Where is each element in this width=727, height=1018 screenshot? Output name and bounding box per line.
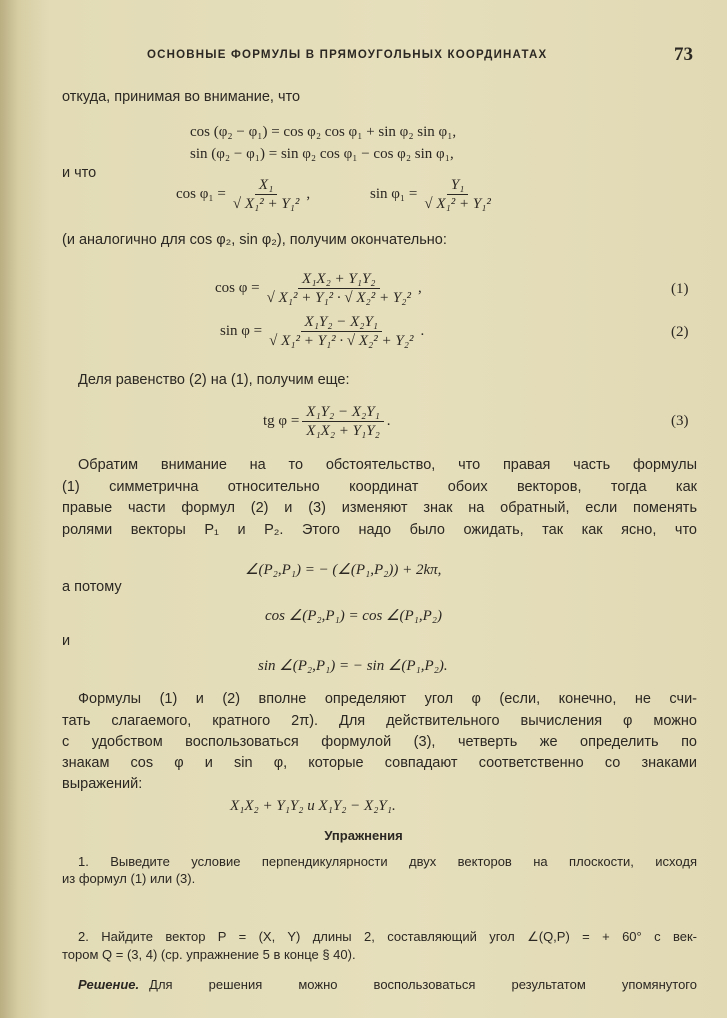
paragraph-line: (1) симметрична относительно координат обоих векторов, тогда как: [62, 479, 697, 495]
numerator: Y₁: [447, 176, 469, 195]
formula-number-1: (1): [671, 281, 689, 297]
paragraph: откуда, принимая во внимание, что: [62, 89, 301, 105]
paragraph-line: тать слагаемого, кратного 2π). Для действительного вычисления φ можно: [62, 713, 697, 729]
denominator: √ X₁² + Y₁²: [424, 196, 491, 212]
paragraph: а потому: [62, 579, 122, 595]
paragraph-line: выражений:: [62, 776, 143, 792]
formula-cos-phi1: [176, 176, 310, 213]
numerator: X₁X₂ + Y₁Y₂: [298, 270, 380, 289]
numerator: X₁Y₂ − X₂Y₁: [302, 403, 384, 422]
solution-text: Для решения можно воспользоваться результатом упомянутого: [149, 977, 697, 992]
solution-line: [78, 976, 697, 994]
paragraph: Деля равенство (2) на (1), получим еще:: [78, 372, 350, 388]
formula-lhs: sin φ =: [220, 323, 263, 339]
running-title: ОСНОВНЫЕ ФОРМУЛЫ В ПРЯМОУГОЛЬНЫХ КООРДИНАТАХ: [147, 49, 548, 61]
formula-lhs: sin φ₁ =: [370, 186, 418, 202]
formula-sin-angle: sin ∠(P₂,P₁) = − sin ∠(P₁,P₂).: [258, 658, 448, 674]
paragraph-line: с удобством воспользоваться формулой (3), четверть же определить по: [62, 734, 697, 750]
punct: ,: [417, 280, 422, 296]
punct: .: [420, 323, 425, 339]
punct: .: [386, 413, 391, 429]
section-title-exercises: Упражнения: [324, 828, 403, 843]
formula-1: [215, 270, 422, 307]
denominator: √ X₁² + Y₁²: [232, 196, 300, 212]
paragraph-line: ролями векторы P₁ и P₂. Этого надо было ожидать, так как ясно, что: [62, 522, 697, 538]
paragraph: (и аналогично для cos φ₂, sin φ₂), получим окончательно:: [62, 232, 447, 248]
formula-sin-difference: sin (φ₂ − φ₁) = sin φ₂ cos φ₁ − cos φ₂ sin φ₁,: [190, 146, 454, 162]
denominator: √ X₁² + Y₁² · √ X₂² + Y₂²: [269, 333, 414, 349]
formula-angle-antisymmetry: ∠(P₂,P₁) = − (∠(P₁,P₂)) + 2kπ,: [245, 562, 442, 578]
paragraph-line: Формулы (1) и (2) вполне определяют угол φ (если, конечно, не счи-: [78, 691, 697, 707]
formula-2: [220, 313, 424, 350]
punct: ,: [306, 186, 311, 202]
formula-cos-angle: cos ∠(P₂,P₁) = cos ∠(P₁,P₂): [265, 608, 442, 624]
formula-number-3: (3): [671, 413, 689, 429]
exercise-1-line: 1. Выведите условие перпендикулярности двух векторов на плоскости, исходя: [78, 854, 697, 869]
paragraph: и: [62, 633, 71, 649]
paragraph-line: Обратим внимание на то обстоятельство, что правая часть формулы: [78, 457, 697, 473]
formula-lhs: cos φ =: [215, 280, 260, 296]
numerator: X₁: [255, 176, 277, 195]
numerator: X₁Y₂ − X₂Y₁: [301, 313, 383, 332]
formula-number-2: (2): [671, 324, 689, 340]
formula-sin-phi1: [370, 176, 498, 213]
exercise-1-line: из формул (1) или (3).: [62, 871, 196, 886]
paragraph-line: знакам cos φ и sin φ, которые совпадают соответственно со знаками: [62, 755, 697, 771]
formula-lhs: tg φ =: [263, 413, 300, 429]
paragraph-line: правые части формул (2) и (3) изменяют знак на обратный, если поменять: [62, 500, 697, 516]
exercise-2-line: 2. Найдите вектор P = (X, Y) длины 2, составляющий угол ∠(Q,P) = + 60° с век-: [78, 929, 697, 944]
solution-label: Решение.: [78, 977, 140, 992]
formula-3: [263, 403, 391, 440]
formula-signs: X₁X₂ + Y₁Y₂ и X₁Y₂ − X₂Y₁.: [230, 798, 396, 814]
page-number: 73: [674, 44, 693, 65]
formula-cos-difference: cos (φ₂ − φ₁) = cos φ₂ cos φ₁ + sin φ₂ sin φ₁,: [190, 124, 457, 140]
paragraph: и что: [62, 165, 97, 181]
formula-lhs: cos φ₁ =: [176, 186, 226, 202]
denominator: X₁X₂ + Y₁Y₂: [306, 423, 380, 439]
denominator: √ X₁² + Y₁² · √ X₂² + Y₂²: [266, 290, 411, 306]
exercise-2-line: тором Q = (3, 4) (ср. упражнение 5 в конце § 40).: [62, 947, 356, 962]
